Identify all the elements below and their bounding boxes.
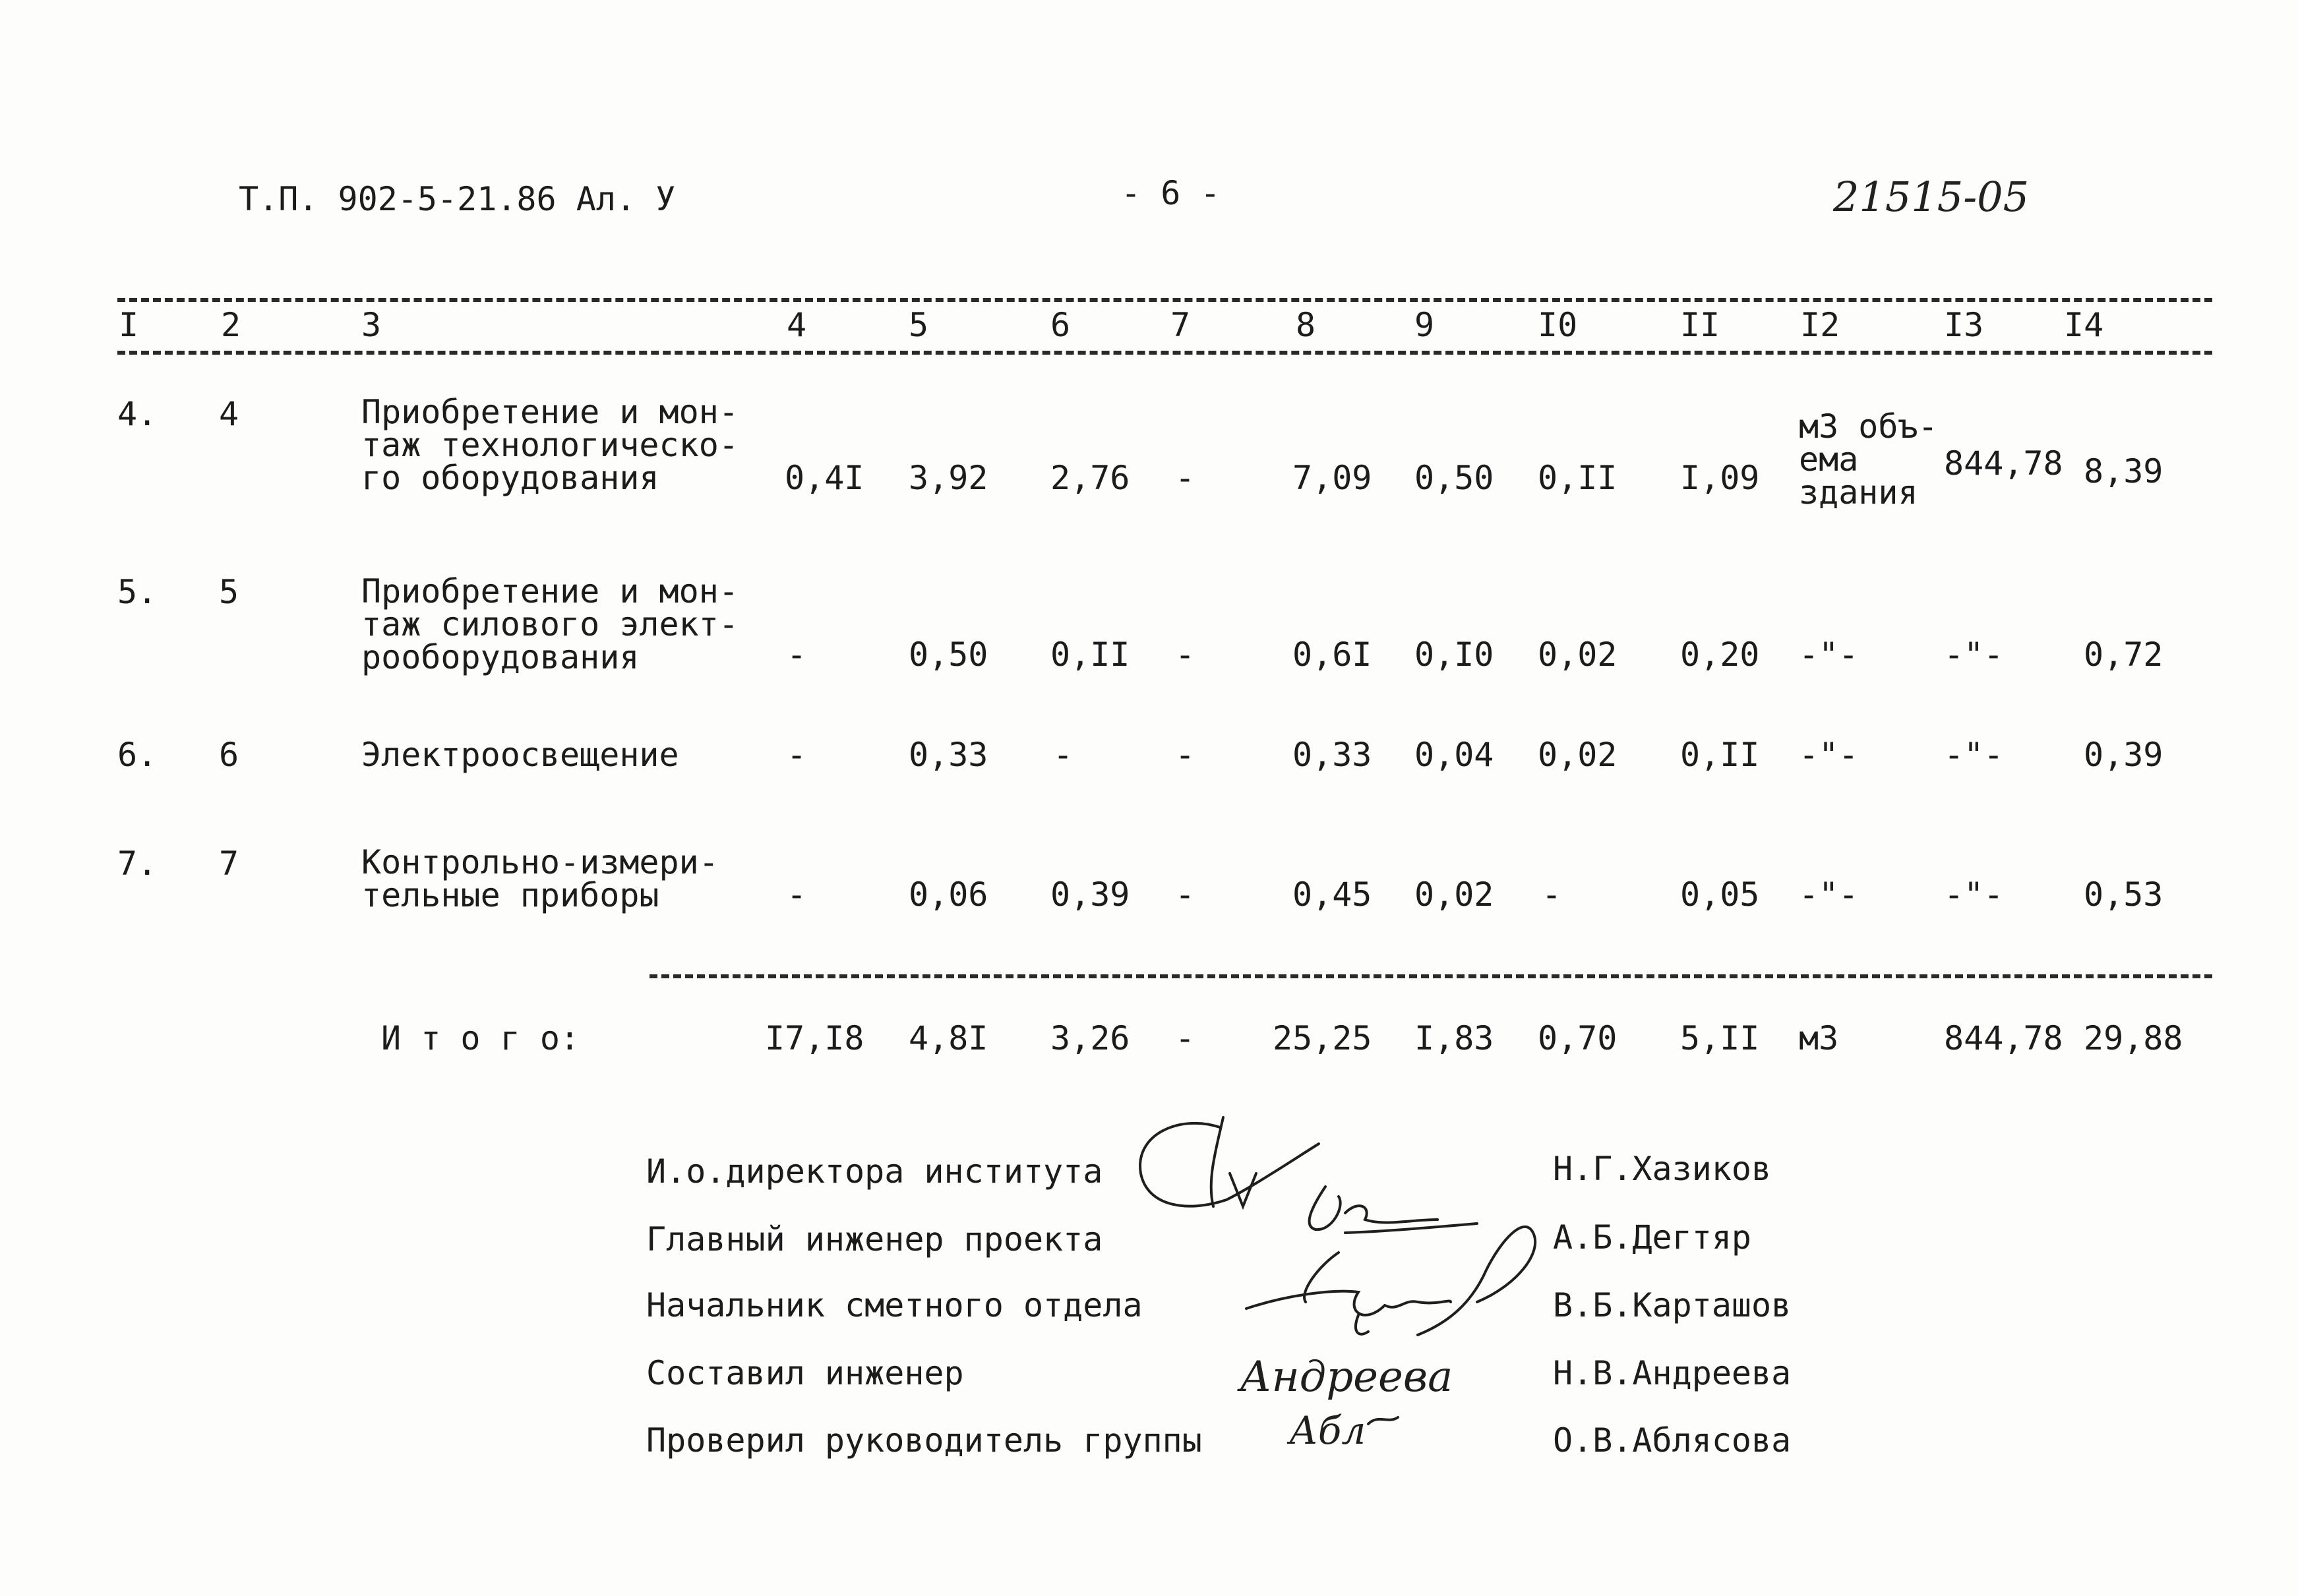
signature-group-lead-text: Абл xyxy=(1289,1408,1366,1453)
row-code: 5 xyxy=(219,573,239,611)
column-header: 4 xyxy=(787,306,807,344)
cell: 2,76 xyxy=(1050,459,1130,497)
cell-ditto: -"- xyxy=(1799,736,1859,774)
signatory-title: И.о.директора института xyxy=(646,1152,1103,1191)
cell: 5,II xyxy=(1680,1019,1760,1057)
cell: I,09 xyxy=(1680,459,1760,497)
signatory-name: А.Б.Дегтяр xyxy=(1553,1218,1752,1256)
cell: - xyxy=(1542,875,1562,914)
cell: - xyxy=(1175,459,1195,497)
signature-compiler-text: Андреева xyxy=(1240,1353,1453,1402)
column-header: I2 xyxy=(1800,306,1840,344)
column-header: 8 xyxy=(1296,306,1316,344)
column-header: I0 xyxy=(1538,306,1578,344)
cell: - xyxy=(1175,635,1195,674)
cell: 0,33 xyxy=(909,736,988,774)
cell: 3,26 xyxy=(1050,1019,1130,1057)
signatory-title: Начальник сметного отдела xyxy=(646,1286,1143,1324)
item-name: Электроосвещение xyxy=(361,736,679,774)
cell: 0,72 xyxy=(2084,635,2163,674)
row-number: 5. xyxy=(117,573,158,611)
row-number: 6. xyxy=(117,736,158,774)
cell: 3,92 xyxy=(909,459,988,497)
cell: 29,88 xyxy=(2084,1019,2183,1057)
cell: 844,78 xyxy=(1944,444,2063,483)
item-name: Приобретение и мон- таж силового элект- рооборудования xyxy=(361,572,739,676)
cell: 0,50 xyxy=(1414,459,1494,497)
cell: I7,I8 xyxy=(765,1019,864,1057)
cell: 0,II xyxy=(1680,736,1760,774)
row-code: 7 xyxy=(219,844,239,883)
column-header: I4 xyxy=(2064,306,2104,344)
column-header: 7 xyxy=(1170,306,1191,344)
row-number: 4. xyxy=(117,395,158,433)
page-number: - 6 - xyxy=(1121,174,1221,212)
cell-ditto: -"- xyxy=(1944,875,2004,914)
cell-unit: м3 объ- ема здания xyxy=(1799,407,1938,512)
cell: м3 xyxy=(1799,1019,1839,1057)
signature-director xyxy=(1140,1117,1319,1206)
cell: 0,45 xyxy=(1292,875,1372,914)
signature-group-lead xyxy=(1286,1408,1398,1453)
column-header: 5 xyxy=(909,306,929,344)
column-header: 6 xyxy=(1050,306,1071,344)
row-number: 7. xyxy=(117,844,158,883)
cell: 0,6I xyxy=(1292,635,1372,674)
row-code: 6 xyxy=(219,736,239,774)
cell: 0,20 xyxy=(1680,635,1760,674)
signature-compiler xyxy=(1237,1353,1453,1402)
signature-chief-engineer xyxy=(1310,1187,1477,1233)
cell: 0,06 xyxy=(909,875,988,914)
cell: 0,II xyxy=(1050,635,1130,674)
cell: 0,02 xyxy=(1414,875,1494,914)
item-name: Приобретение и мон- таж технологическо- го оборудования xyxy=(361,393,739,497)
row-code: 4 xyxy=(219,395,239,433)
cell: - xyxy=(1175,1019,1195,1057)
total-label: И т о г о: xyxy=(381,1019,580,1057)
cell: 7,09 xyxy=(1292,459,1372,497)
cell: - xyxy=(1175,875,1195,914)
cell: 0,50 xyxy=(909,635,988,674)
column-header: I xyxy=(119,306,139,344)
cell: - xyxy=(1053,736,1073,774)
cell: 0,05 xyxy=(1680,875,1760,914)
cell: 4,8I xyxy=(909,1019,988,1057)
cell: - xyxy=(787,736,807,774)
document-code: Т.П. 902-5-21.86 Ал. У xyxy=(239,180,676,218)
column-header: 2 xyxy=(221,306,241,344)
cell: I,83 xyxy=(1414,1019,1494,1057)
cell: 844,78 xyxy=(1944,1019,2063,1057)
cell: 0,I0 xyxy=(1414,635,1494,674)
cell: 0,39 xyxy=(1050,875,1130,914)
signatory-title: Главный инженер проекта xyxy=(646,1220,1103,1258)
column-header: I3 xyxy=(1944,306,1984,344)
cell: 0,II xyxy=(1538,459,1618,497)
signatory-name: Н.В.Андреева xyxy=(1553,1354,1792,1392)
cell: 8,39 xyxy=(2084,452,2163,490)
cell: 0,33 xyxy=(1292,736,1372,774)
cell-ditto: -"- xyxy=(1799,875,1859,914)
signature-estimates-head xyxy=(1246,1227,1535,1335)
archive-number: 21515-05 xyxy=(1833,173,2030,221)
signatory-name: В.Б.Карташов xyxy=(1553,1286,1792,1324)
signature-group-lead-stroke xyxy=(1368,1417,1398,1424)
cell: 0,70 xyxy=(1538,1019,1618,1057)
cell: 0,53 xyxy=(2084,875,2163,914)
cell: 0,39 xyxy=(2084,736,2163,774)
cell: - xyxy=(1175,736,1195,774)
cell: 0,02 xyxy=(1538,635,1618,674)
cell: 0,04 xyxy=(1414,736,1494,774)
signatory-name: Н.Г.Хазиков xyxy=(1553,1150,1772,1188)
cell: 0,4I xyxy=(785,459,864,497)
column-header: 9 xyxy=(1414,306,1435,344)
signatory-title: Проверил руководитель группы xyxy=(646,1421,1202,1460)
cell-ditto: -"- xyxy=(1944,635,2004,674)
cell-ditto: -"- xyxy=(1799,635,1859,674)
cell: - xyxy=(787,635,807,674)
signatory-name: О.В.Аблясова xyxy=(1553,1421,1792,1460)
column-header: II xyxy=(1680,306,1720,344)
cell: - xyxy=(787,875,807,914)
item-name: Контрольно-измери- тельные приборы xyxy=(361,843,719,914)
cell-ditto: -"- xyxy=(1944,736,2004,774)
cell: 25,25 xyxy=(1273,1019,1372,1057)
cell: 0,02 xyxy=(1538,736,1618,774)
signatory-title: Составил инженер xyxy=(646,1354,964,1392)
column-header: 3 xyxy=(361,306,382,344)
